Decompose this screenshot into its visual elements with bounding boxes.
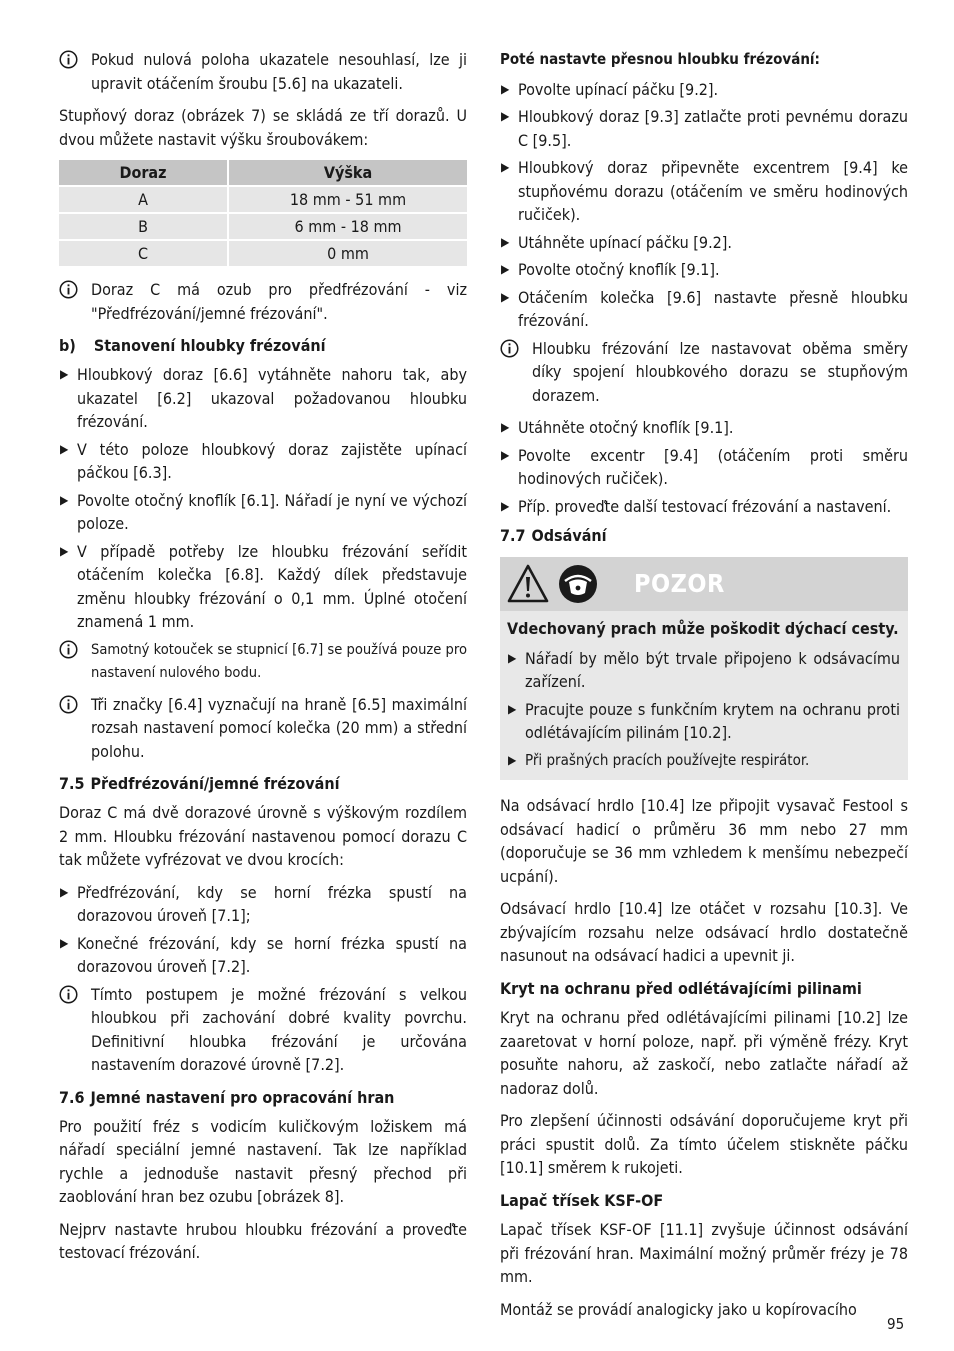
bullet-text: Pracujte pouze s funkčním krytem na ochranu proti odlétávajícím pilinám [10.2]. (525, 699, 900, 742)
paragraph: Odsávací hrdlo [10.4] lze otáčet v rozsahu [10.3]. Ve zbývajícím rozsahu nelze odsávací hrdlo dostatečně nasunout na odsávací hadici a upevnit ji. (500, 899, 908, 965)
bullet-item (59, 489, 467, 536)
bullet-text: Předfrézování, kdy se horní frézka spustí na dorazovou úroveň [7.1]; (77, 882, 467, 925)
bullet-item (507, 647, 900, 694)
heading-number: 7.7 (500, 526, 526, 545)
note-text: Tímto postupem je možné frézování s velkou hloubkou při zachování dobré kvality povrchu. Definitivní hloubka frézování je určována nastavením dorazové úrovně [7.2]. (91, 984, 467, 1074)
section-heading (59, 772, 467, 795)
table-row (59, 213, 467, 240)
bullet-text: Hloubkový doraz [6.6] vytáhněte nahoru tak, aby ukazatel [6.2] ukazoval požadovanou hloubku frézování. (77, 365, 467, 431)
table-cell: 0 mm (228, 240, 467, 266)
table-row (59, 240, 467, 266)
triangle-right-icon: ▶ (501, 109, 510, 123)
heading-number: b) (59, 336, 76, 355)
triangle-right-icon: ▶ (501, 81, 510, 96)
bullet-item (507, 698, 900, 745)
info-circle-icon (500, 339, 519, 358)
paragraph: Stupňový doraz (obrázek 7) se skládá ze tří dorazů. U dvou můžete nastavit výšku šroubovákem: (59, 106, 467, 149)
table-header-row (59, 160, 467, 186)
paragraph: Doraz C má dvě dorazové úrovně s výškovým rozdílem 2 mm. Hloubku frézování nastavenou pomocí dorazu C tak můžete vyfrézovat ve dvou krocích: (59, 803, 467, 869)
bullet-item (59, 438, 467, 485)
bullet-item (500, 444, 908, 491)
bullet-item (59, 881, 467, 928)
triangle-right-icon: ▶ (60, 543, 69, 558)
heading-number: 7.5 (59, 774, 85, 793)
bullet-item (500, 258, 908, 282)
note-text: Doraz C má ozub pro předfrézování - viz "Předfrézování/jemné frézování". (91, 280, 467, 323)
bullet-text: Konečné frézování, kdy se horní frézka spustí na dorazovou úroveň [7.2]. (77, 933, 467, 976)
bullet-text: V této poloze hloubkový doraz zajistěte upínací páčkou [6.3]. (77, 439, 467, 482)
bullet-item (500, 495, 908, 519)
bullet-item (507, 749, 900, 773)
warning-lead: Vdechovaný prach může poškodit dýchací cesty. (507, 619, 899, 638)
heading-title: Odsávání (531, 526, 607, 545)
heading-number: 7.6 (59, 1087, 85, 1107)
table-header-cell: Výška (228, 160, 467, 186)
bullet-item (59, 932, 467, 979)
bullet-text: Povolte otočný knoflík [6.1]. Nářadí je nyní ve výchozí poloze. (77, 490, 467, 533)
warning-triangle-icon (506, 563, 550, 605)
info-circle-icon (59, 640, 78, 659)
paragraph: Pro použití fréz s vodicím kuličkovým ložiskem má nářadí speciální jemné nastavení. Tak lze například rychle a jednoduše nastavit přesný přechod při zaoblování hran bez ozubu [obrázek 8]. (59, 1116, 467, 1206)
bullet-text: Povolte upínací páčku [9.2]. (518, 79, 719, 99)
triangle-right-icon: ▶ (501, 447, 510, 462)
subheading: Lapač třísek KSF-OF (500, 1190, 664, 1210)
bullet-text: Hloubkový doraz připevněte excentrem [9.4] ke stupňovému dorazu (otáčením ve směru hodinových ručiček). (518, 158, 908, 224)
info-circle-icon (59, 985, 78, 1004)
triangle-right-icon: ▶ (501, 160, 510, 174)
left-column (59, 48, 467, 1274)
warning-header (500, 557, 908, 611)
table-cell: 18 mm - 51 mm (228, 186, 467, 213)
note-text: Samotný kotouček se stupnicí [6.7] se používá pouze pro nastavení nulového bodu. (91, 640, 467, 681)
info-circle-icon (59, 280, 78, 299)
subheading: Kryt na ochranu před odlétávajícími pilinami (500, 978, 862, 998)
table-cell: C (59, 240, 228, 266)
table-cell: B (59, 213, 228, 240)
bullet-text: V případě potřeby lze hloubku frézování seřídit otáčením kolečka [6.8]. Každý dílek představuje změnu hloubky frézování o 0,1 mm. Úplné otočení znamená 1 mm. (77, 541, 467, 631)
info-note (59, 638, 467, 684)
triangle-right-icon: ▶ (60, 492, 69, 507)
warning-body (500, 611, 908, 772)
paragraph: Lapač třísek KSF-OF [11.1] zvyšuje účinnost odsávání při frézování hran. Maximální možný průměr frézy je 78 mm. (500, 1220, 908, 1286)
info-note (59, 693, 467, 764)
bullet-text: Utáhněte upínací páčku [9.2]. (518, 232, 732, 252)
respirator-mask-icon (556, 563, 600, 605)
bullet-text: Povolte otočný knoflík [9.1]. (518, 260, 720, 279)
bullet-item (59, 540, 467, 634)
bullet-item (59, 363, 467, 434)
triangle-right-icon: ▶ (501, 289, 510, 304)
section-heading (59, 1086, 467, 1109)
info-circle-icon (59, 50, 78, 69)
bullet-item (500, 78, 908, 102)
paragraph: Montáž se provádí analogicky jako u kopírovacího (500, 1299, 857, 1319)
bullet-text: Hloubkový doraz [9.3] zatlačte proti pevnému dorazu C [9.5]. (518, 107, 908, 150)
table-cell: 6 mm - 18 mm (228, 213, 467, 240)
paragraph: Na odsávací hrdlo [10.4] lze připojit vysavač Festool s odsávací hadicí o průměru 36 mm nebo 27 mm (doporučuje se 36 mm vzhledem k menšímu nebezpečí ucpání). (500, 796, 908, 886)
paragraph: Pro zlepšení účinnosti odsávání doporučujeme kryt při práci spustit dolů. Za tímto účelem stiskněte páčku [10.1] směrem k rukojeti. (500, 1111, 908, 1177)
table-header-cell: Doraz (59, 160, 228, 186)
triangle-right-icon: ▶ (501, 420, 510, 434)
bullet-text: Příp. proveďte další testovací frézování a nastavení. (518, 496, 892, 516)
bullet-item (500, 286, 908, 333)
bullet-item (500, 156, 908, 227)
triangle-right-icon: ▶ (501, 234, 510, 249)
note-text: Pokud nulová poloha ukazatele nesouhlasí, lze ji upravit otáčením šroubu [5.6] na ukazateli. (91, 50, 467, 93)
triangle-right-icon: ▶ (60, 935, 69, 950)
triangle-right-icon: ▶ (508, 701, 517, 716)
warning-box (500, 557, 908, 780)
section-heading (500, 524, 908, 547)
warning-title: POZOR (634, 569, 725, 598)
table-row (59, 186, 467, 213)
info-note (59, 48, 467, 95)
bullet-text: Otáčením kolečka [9.6] nastavte přesně hloubku frézování. (518, 287, 908, 330)
heading-title: Stanovení hloubky frézování (93, 336, 326, 355)
section-heading (59, 334, 467, 357)
heading-title: Jemné nastavení pro opracování hran (90, 1087, 395, 1107)
note-text: Hloubku frézování lze nastavovat oběma směry díky spojení hloubkového dorazu se stupňovým dorazem. (532, 338, 908, 405)
paragraph: Kryt na ochranu před odlétávajícími pilinami [10.2] lze zaaretovat v horní poloze, např. při výměně frézy. Kryt posuňte nahoru, až zaskočí, nebo zatlačte nářadí až nadoraz dolů. (500, 1008, 908, 1098)
triangle-right-icon: ▶ (60, 367, 69, 381)
bullet-text: Utáhněte otočný knoflík [9.1]. (518, 418, 734, 437)
triangle-right-icon: ▶ (508, 752, 517, 767)
subheading: Poté nastavte přesnou hloubku frézování: (500, 50, 820, 68)
triangle-right-icon: ▶ (501, 262, 510, 276)
heading-title: Předfrézování/jemné frézování (90, 774, 340, 793)
bullet-text: Při prašných pracích používejte respirátor. (525, 750, 810, 769)
info-circle-icon (59, 695, 78, 714)
info-note (500, 337, 908, 408)
paragraph: Nejprv nastavte hrubou hloubku frézování a proveďte testovací frézování. (59, 1219, 467, 1262)
triangle-right-icon: ▶ (508, 650, 517, 665)
table-cell: A (59, 186, 228, 213)
right-column (500, 48, 908, 1330)
bullet-item (500, 105, 908, 152)
info-note (59, 983, 467, 1077)
stop-height-table (59, 160, 467, 266)
note-text: Tři značky [6.4] vyznačují na hraně [6.5] maximální rozsah nastavení pomocí kolečka (20 mm) a střední polohu. (91, 694, 467, 761)
bullet-text: Nářadí by mělo být trvale připojeno k odsávacímu zařízení. (525, 648, 900, 691)
info-note (59, 278, 467, 325)
bullet-item (500, 231, 908, 255)
page-number: 95 (887, 1315, 905, 1333)
bullet-item (500, 416, 908, 440)
triangle-right-icon: ▶ (60, 441, 69, 456)
triangle-right-icon: ▶ (60, 884, 69, 899)
triangle-right-icon: ▶ (501, 498, 510, 513)
bullet-text: Povolte excentr [9.4] (otáčením proti směru hodinových ručiček). (518, 445, 908, 488)
